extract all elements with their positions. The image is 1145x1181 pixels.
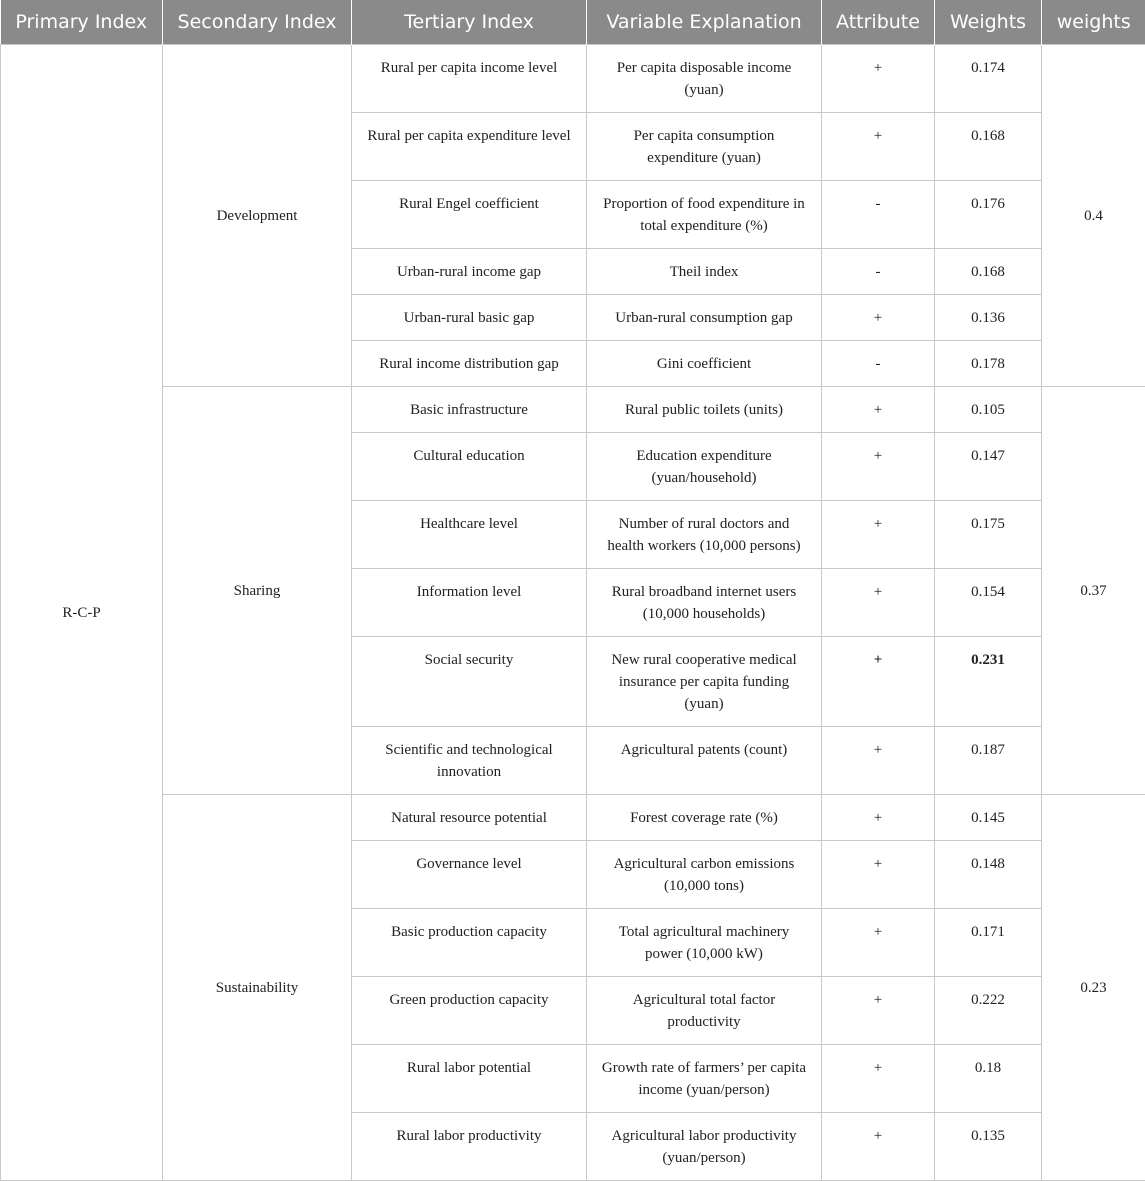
attribute-cell: + (822, 727, 935, 795)
secondary-index-cell: Development (163, 45, 352, 387)
tertiary-index-cell: Rural per capita income level (352, 45, 587, 113)
weight-cell: 0.105 (935, 387, 1042, 433)
variable-explanation-cell: Agricultural labor productivity (yuan/person) (587, 1113, 822, 1181)
attribute-cell: + (822, 637, 935, 727)
attribute-cell: + (822, 1113, 935, 1181)
header-row (1, 0, 1145, 45)
weight-cell: 0.145 (935, 795, 1042, 841)
header-primary-index: Primary Index (1, 0, 163, 45)
variable-explanation-cell: New rural cooperative medical insurance per capita funding (yuan) (587, 637, 822, 727)
header-weights: Weights (935, 0, 1042, 45)
tertiary-index-cell: Green production capacity (352, 977, 587, 1045)
tertiary-index-cell: Healthcare level (352, 501, 587, 569)
attribute-cell: - (822, 249, 935, 295)
weight-cell: 0.168 (935, 249, 1042, 295)
weight-cell: 0.231 (935, 637, 1042, 727)
variable-explanation-cell: Total agricultural machinery power (10,000 kW) (587, 909, 822, 977)
weight-cell: 0.136 (935, 295, 1042, 341)
group-weight-cell: 0.4 (1042, 45, 1145, 387)
tertiary-index-cell: Rural Engel coefficient (352, 181, 587, 249)
weight-cell: 0.187 (935, 727, 1042, 795)
header-attribute: Attribute (822, 0, 935, 45)
attribute-cell: + (822, 795, 935, 841)
table-row (1, 387, 1145, 433)
variable-explanation-cell: Rural broadband internet users (10,000 households) (587, 569, 822, 637)
tertiary-index-cell: Basic infrastructure (352, 387, 587, 433)
weight-cell: 0.171 (935, 909, 1042, 977)
variable-explanation-cell: Per capita consumption expenditure (yuan) (587, 113, 822, 181)
attribute-cell: + (822, 909, 935, 977)
tertiary-index-cell: Information level (352, 569, 587, 637)
weight-cell: 0.176 (935, 181, 1042, 249)
tertiary-index-cell: Cultural education (352, 433, 587, 501)
attribute-cell: + (822, 1045, 935, 1113)
attribute-cell: + (822, 113, 935, 181)
variable-explanation-cell: Proportion of food expenditure in total expenditure (%) (587, 181, 822, 249)
variable-explanation-cell: Theil index (587, 249, 822, 295)
attribute-cell: - (822, 181, 935, 249)
tertiary-index-cell: Governance level (352, 841, 587, 909)
table-body (1, 45, 1145, 1181)
group-weight-cell: 0.37 (1042, 387, 1145, 795)
weight-cell: 0.178 (935, 341, 1042, 387)
header-secondary-index: Secondary Index (163, 0, 352, 45)
secondary-index-cell: Sharing (163, 387, 352, 795)
header-tertiary-index: Tertiary Index (352, 0, 587, 45)
tertiary-index-cell: Social security (352, 637, 587, 727)
tertiary-index-cell: Rural income distribution gap (352, 341, 587, 387)
attribute-cell: + (822, 45, 935, 113)
weight-cell: 0.174 (935, 45, 1042, 113)
attribute-cell: + (822, 387, 935, 433)
weight-cell: 0.18 (935, 1045, 1042, 1113)
weight-cell: 0.222 (935, 977, 1042, 1045)
variable-explanation-cell: Number of rural doctors and health workers (10,000 persons) (587, 501, 822, 569)
weight-cell: 0.175 (935, 501, 1042, 569)
variable-explanation-cell: Urban-rural consumption gap (587, 295, 822, 341)
header-group-weights: weights (1042, 0, 1145, 45)
tertiary-index-cell: Urban-rural income gap (352, 249, 587, 295)
variable-explanation-cell: Rural public toilets (units) (587, 387, 822, 433)
secondary-index-cell: Sustainability (163, 795, 352, 1181)
table-row (1, 45, 1145, 113)
table-row (1, 795, 1145, 841)
attribute-cell: + (822, 433, 935, 501)
tertiary-index-cell: Scientific and technological innovation (352, 727, 587, 795)
weight-cell: 0.168 (935, 113, 1042, 181)
variable-explanation-cell: Per capita disposable income (yuan) (587, 45, 822, 113)
weight-cell: 0.135 (935, 1113, 1042, 1181)
tertiary-index-cell: Rural per capita expenditure level (352, 113, 587, 181)
tertiary-index-cell: Natural resource potential (352, 795, 587, 841)
table-header (1, 0, 1145, 45)
attribute-cell: + (822, 977, 935, 1045)
variable-explanation-cell: Agricultural patents (count) (587, 727, 822, 795)
tertiary-index-cell: Rural labor productivity (352, 1113, 587, 1181)
attribute-cell: + (822, 295, 935, 341)
weight-cell: 0.154 (935, 569, 1042, 637)
primary-index-cell: R-C-P (1, 45, 163, 1181)
tertiary-index-cell: Urban-rural basic gap (352, 295, 587, 341)
variable-explanation-cell: Agricultural total factor productivity (587, 977, 822, 1045)
tertiary-index-cell: Basic production capacity (352, 909, 587, 977)
weight-cell: 0.148 (935, 841, 1042, 909)
variable-explanation-cell: Education expenditure (yuan/household) (587, 433, 822, 501)
header-variable-explanation: Variable Explanation (587, 0, 822, 45)
attribute-cell: - (822, 341, 935, 387)
attribute-cell: + (822, 501, 935, 569)
attribute-cell: + (822, 569, 935, 637)
group-weight-cell: 0.23 (1042, 795, 1145, 1181)
weight-cell: 0.147 (935, 433, 1042, 501)
variable-explanation-cell: Gini coefficient (587, 341, 822, 387)
variable-explanation-cell: Agricultural carbon emissions (10,000 tons) (587, 841, 822, 909)
variable-explanation-cell: Growth rate of farmers’ per capita income (yuan/person) (587, 1045, 822, 1113)
attribute-cell: + (822, 841, 935, 909)
tertiary-index-cell: Rural labor potential (352, 1045, 587, 1113)
variable-explanation-cell: Forest coverage rate (%) (587, 795, 822, 841)
